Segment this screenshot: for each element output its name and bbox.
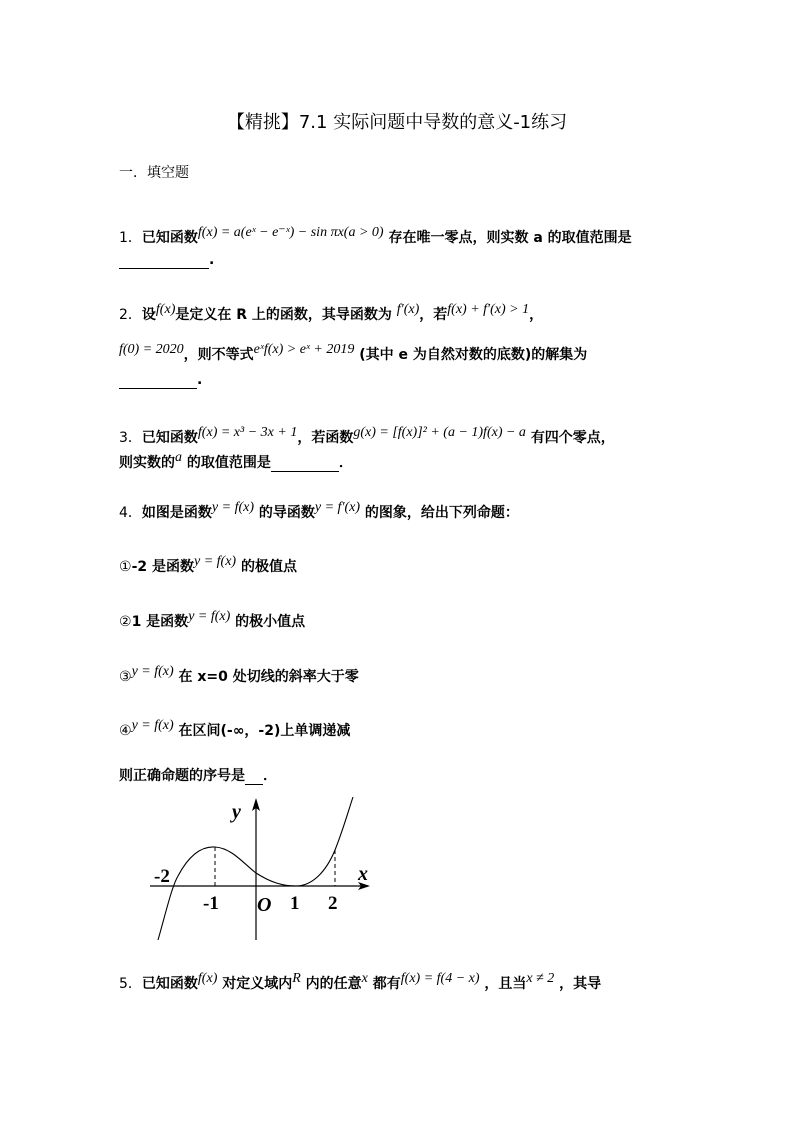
proposition-2: ②1 是函数y = f(x) 的极小值点 [119,609,306,630]
page-title: 【精挑】7.1 实际问题中导数的意义-1练习 [226,112,568,133]
question-4-ask: 则正确命题的序号是 ． [119,768,277,784]
y-axis-label: y [232,801,241,823]
x-axis-label: x [358,863,368,885]
proposition-4: ④y = f(x) 在区间(-∞，-2)上单调递减 [119,718,351,739]
section-heading: 一．填空题 [119,165,189,181]
proposition-1: ①-2 是函数y = f(x) 的极值点 [119,554,297,575]
origin-label: O [257,894,272,916]
tick-label: -2 [154,866,170,887]
q2-answer-line: . [119,372,202,389]
question-4: 4．如图是函数y = f(x) 的导函数y = f′(x) 的图象，给出下列命题： [119,500,519,521]
question-2: 2．设f(x)是定义在 R 上的函数，其导函数为 f′(x)，若f(x) + f′(x) > 1， [119,302,544,323]
question-2-cont: f(0) = 2020，则不等式eˣf(x) > eˣ + 2019 (其中 e 为自然对数的底数)的解集为 [119,342,588,363]
proposition-3: ③y = f(x) 在 x=0 处切线的斜率大于零 [119,664,359,685]
question-5: 5．已知函数f(x) 对定义域内R 内的任意x 都有f(x) = f(4 − x) ，且当x ≠ 2 ，其导 [119,971,602,992]
q1-answer-line: . [119,252,214,269]
question-3-cont: 则实数的a 的取值范围是 ． [119,450,353,471]
tick-label: -1 [203,893,219,914]
question-3: 3．已知函数f(x) = x³ − 3x + 1，若函数g(x) = [f(x)]² + (a − 1)f(x) − a 有四个零点， [119,425,615,446]
tick-label: 1 [290,893,300,914]
question-1: 1．已知函数f(x) = a(eˣ − e⁻ˣ) − sin πx(a > 0) 存在唯一零点，则实数 a 的取值范围是 [119,225,632,246]
tick-label: 2 [328,893,338,914]
